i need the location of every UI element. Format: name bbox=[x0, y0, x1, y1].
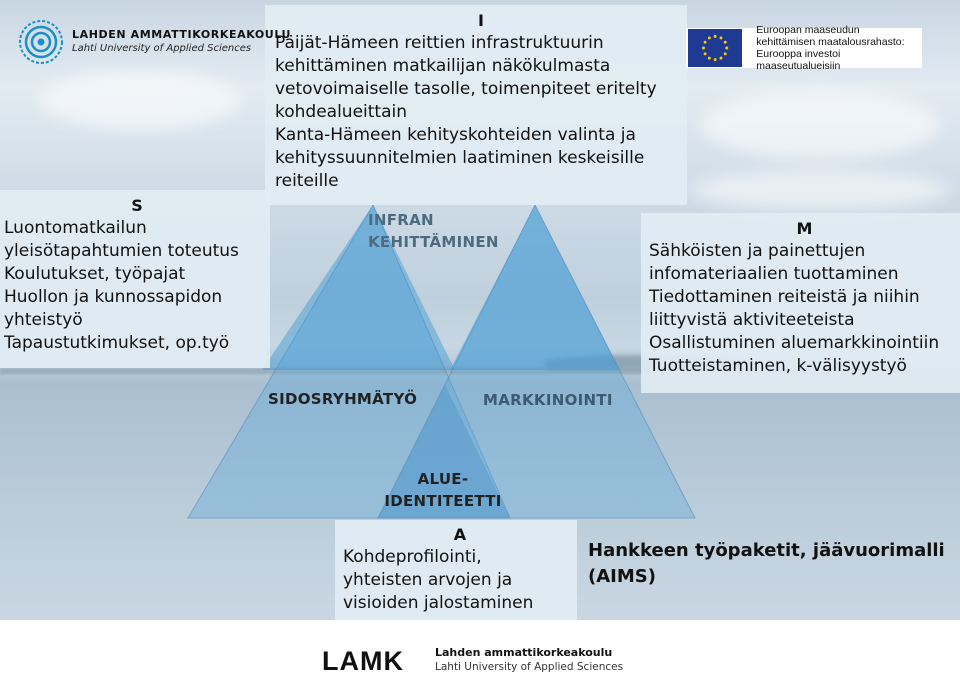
box-line: visioiden jalostaminen bbox=[343, 593, 534, 613]
spiral-logo-icon bbox=[18, 19, 64, 65]
eu-funding-logo bbox=[686, 24, 922, 72]
box-line: kehittäminen matkailijan näkökulmasta bbox=[275, 56, 611, 76]
box-line: Koulutukset, työpajat bbox=[4, 264, 186, 284]
box-line: yleisötapahtumien toteutus bbox=[4, 241, 239, 261]
box-line: Kanta-Hämeen kehityskohteiden valinta ja bbox=[275, 125, 636, 145]
box-line: liittyvistä aktiviteeteista bbox=[649, 310, 855, 330]
box-line: Tapaustutkimukset, op.työ bbox=[4, 333, 230, 353]
footer-name: Lahden ammattikorkeakoulu bbox=[435, 646, 613, 659]
box-heading: I bbox=[478, 11, 484, 30]
box-alueidentiteetti bbox=[335, 520, 577, 620]
label-alueidentiteetti: ALUE- IDENTITEETTI bbox=[384, 470, 502, 510]
box-line: Päijät-Hämeen reittien infrastruktuurin bbox=[275, 33, 604, 53]
box-line: kehityssuunnitelmien laatiminen keskeisille bbox=[275, 148, 645, 168]
box-line: Kohdeprofilointi, bbox=[343, 547, 482, 567]
footer-text bbox=[435, 646, 623, 674]
label-sidosryhmatyo: SIDOSRYHMÄTYÖ bbox=[268, 390, 418, 408]
box-line: Luontomatkailun bbox=[4, 218, 147, 238]
slide-caption: Hankkeen työpaketit, jäävuorimalli (AIMS) bbox=[588, 540, 945, 587]
box-line: Sähköisten ja painettujen bbox=[649, 241, 866, 261]
box-sidosryhmatyo bbox=[0, 190, 270, 368]
box-line: Tiedottaminen reiteistä ja niihin bbox=[649, 287, 920, 307]
box-infra bbox=[265, 5, 687, 205]
eu-flag-icon bbox=[688, 29, 742, 67]
label-markkinointi: MARKKINOINTI bbox=[483, 391, 613, 409]
lamk-footer-logo: LAMK bbox=[322, 646, 404, 676]
box-markkinointi bbox=[641, 213, 960, 393]
box-line: Tuotteistaminen, k-välisyystyö bbox=[649, 356, 907, 376]
box-heading: S bbox=[131, 196, 143, 215]
box-line: Osallistuminen aluemarkkinointiin bbox=[649, 333, 940, 353]
eu-funding-text: Euroopan maaseudun kehittämisen maatalousrahasto: Eurooppa investoi maaseutualueisiin bbox=[756, 24, 905, 72]
box-line: yhteisten arvojen ja bbox=[343, 570, 513, 590]
box-line: yhteistyö bbox=[4, 310, 83, 330]
footer-subtitle: Lahti University of Applied Sciences bbox=[435, 661, 624, 673]
box-line: infomateriaalien tuottaminen bbox=[649, 264, 899, 284]
box-line: reiteille bbox=[275, 171, 339, 191]
box-heading: A bbox=[453, 525, 467, 544]
box-line: Huollon ja kunnossapidon bbox=[4, 287, 223, 307]
box-line: vetovoimaiselle tasolle, toimenpiteet eritelty bbox=[275, 79, 657, 99]
box-heading: M bbox=[796, 219, 813, 238]
lamk-header-logo bbox=[18, 20, 291, 64]
logo-subtitle: Lahti University of Applied Sciences bbox=[72, 43, 252, 54]
box-line: kohdealueittain bbox=[275, 102, 408, 122]
logo-name: LAHDEN AMMATTIKORKEAKOULU bbox=[72, 28, 292, 41]
label-infran-kehittaminen: INFRAN KEHITTÄMINEN bbox=[368, 211, 499, 251]
